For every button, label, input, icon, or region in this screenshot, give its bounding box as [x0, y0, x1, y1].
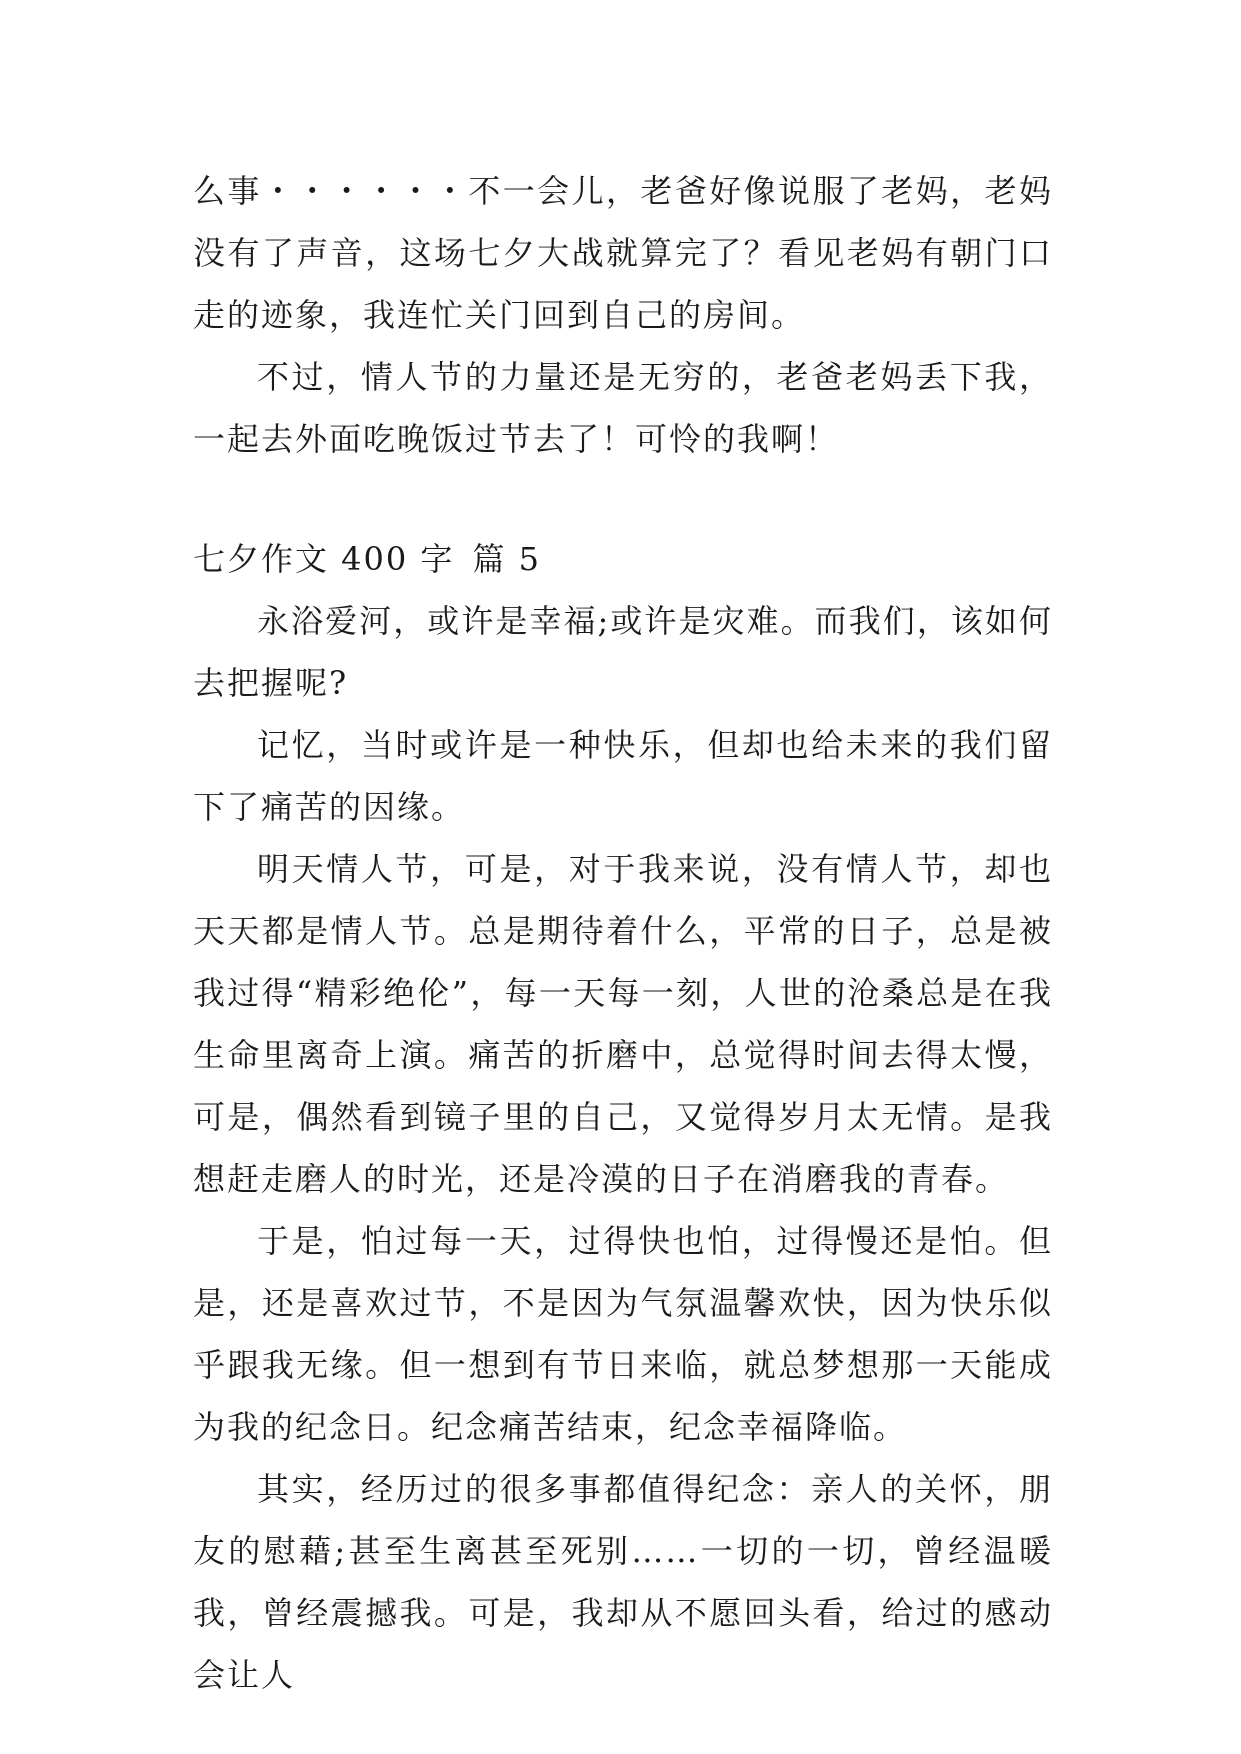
section-heading [193, 528, 1053, 590]
document-page [193, 160, 1053, 1706]
paragraph: 其实，经历过的很多事都值得纪念：亲人的关怀，朋友的慰藉;甚至生离甚至死别……一切的一切，曾经温暖我，曾经震撼我。可是，我却从不愿回头看，给过的感动会让人 [193, 1470, 1053, 1694]
section-part-label: 篇 5 [472, 540, 541, 578]
section-title: 七夕作文 400 字 [193, 540, 455, 578]
paragraph: 于是，怕过每一天，过得快也怕，过得慢还是怕。但是，还是喜欢过节，不是因为气氛温馨欢快，因为快乐似乎跟我无缘。但一想到有节日来临，就总梦想那一天能成为我的纪念日。纪念痛苦结束，纪念幸福降临。 [193, 1222, 1053, 1446]
paragraph: 明天情人节，可是，对于我来说，没有情人节，却也天天都是情人节。总是期待着什么，平常的日子，总是被我过得“精彩绝伦”，每一天每一刻，人世的沧桑总是在我生命里离奇上演。痛苦的折磨中，总觉得时间去得太慢，可是，偶然看到镜子里的自己，又觉得岁月太无情。是我想赶走磨人的时光，还是冷漠的日子在消磨我的青春。 [193, 850, 1053, 1198]
paragraph: 永浴爱河，或许是幸福;或许是灾难。而我们，该如何去把握呢? [193, 602, 1053, 702]
continued-paragraph: 么事・・・・・・不一会儿，老爸好像说服了老妈，老妈没有了声音，这场七夕大战就算完了？看见老妈有朝门口走的迹象，我连忙关门回到自己的房间。 [193, 172, 1053, 334]
paragraph: 记忆，当时或许是一种快乐，但却也给未来的我们留下了痛苦的因缘。 [193, 726, 1053, 826]
paragraph: 不过，情人节的力量还是无穷的，老爸老妈丢下我，一起去外面吃晚饭过节去了！可怜的我啊！ [193, 358, 1053, 458]
